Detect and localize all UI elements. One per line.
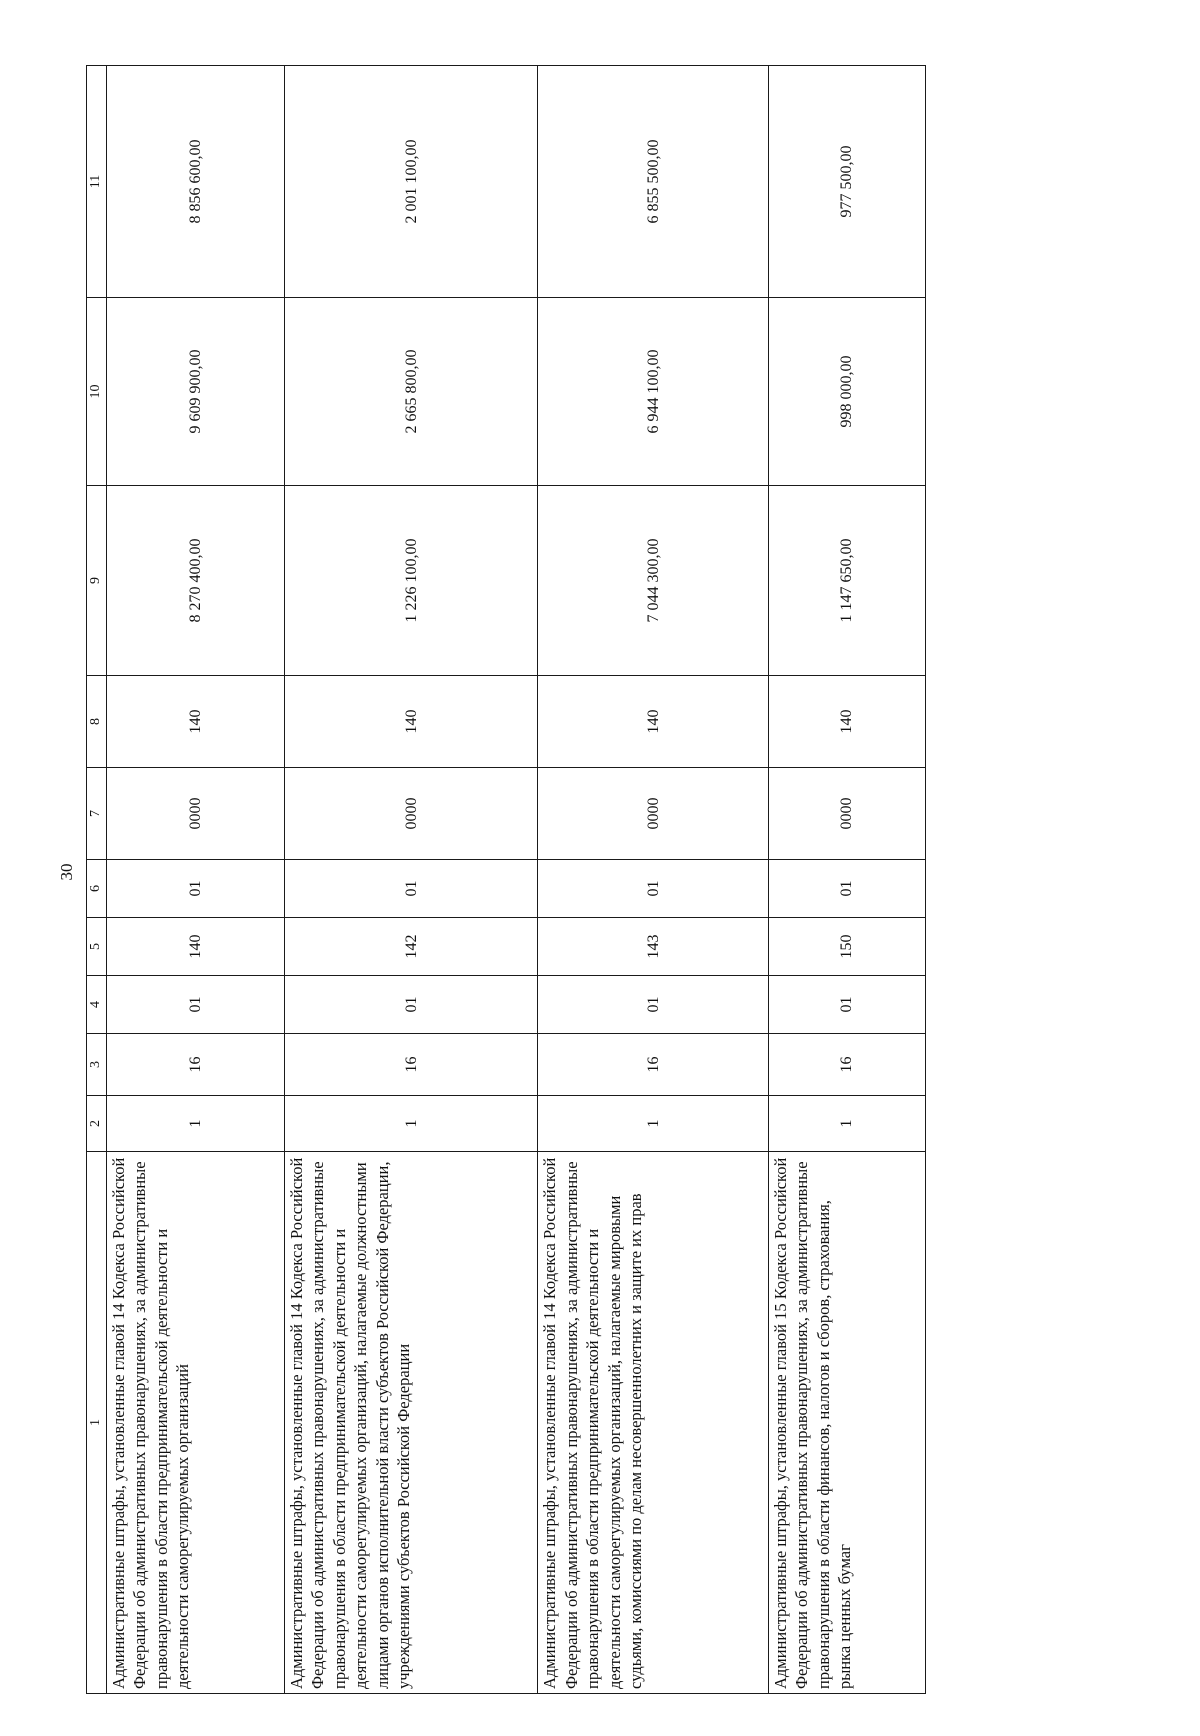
cell-col3: 16: [538, 1034, 768, 1096]
cell-col4: 01: [768, 976, 925, 1034]
table-row: [284, 66, 537, 1694]
cell-col2: 1: [768, 1096, 925, 1152]
table-row: [106, 66, 284, 1694]
cell-col7: 0000: [768, 768, 925, 860]
cell-col6: 01: [768, 860, 925, 918]
cell-col8: 140: [106, 676, 284, 768]
column-header: 6: [87, 860, 107, 918]
cell-col6: 01: [106, 860, 284, 918]
cell-col4: 01: [538, 976, 768, 1034]
cell-col10: 9 609 900,00: [106, 298, 284, 486]
cell-col11: 6 855 500,00: [538, 66, 768, 298]
column-header: 2: [87, 1096, 107, 1152]
cell-col9: 1 147 650,00: [768, 486, 925, 676]
column-header: 3: [87, 1034, 107, 1096]
cell-col10: 998 000,00: [768, 298, 925, 486]
cell-col7: 0000: [284, 768, 537, 860]
table-row: [538, 66, 768, 1694]
row-description: Административные штрафы, установленные главой 14 Кодекса Российской Федерации об административных правонарушениях, за административные правонарушения в области предпринимательской деятельности и деятельности саморегулируемых организаций, налагаемые мировыми судьями, комиссиями по делам несовершеннолетних и защите их прав: [538, 1152, 768, 1694]
cell-col2: 1: [106, 1096, 284, 1152]
cell-col9: 7 044 300,00: [538, 486, 768, 676]
table-row: [768, 66, 925, 1694]
cell-col5: 140: [106, 918, 284, 976]
cell-col2: 1: [284, 1096, 537, 1152]
cell-col9: 8 270 400,00: [106, 486, 284, 676]
column-header: 1: [87, 1152, 107, 1694]
row-description: Административные штрафы, установленные главой 15 Кодекса Российской Федерации об административных правонарушениях, за административные правонарушения в области финансов, налогов и сборов, страхования, рынка ценных бумаг: [768, 1152, 925, 1694]
cell-col8: 140: [768, 676, 925, 768]
cell-col8: 140: [538, 676, 768, 768]
column-header: 9: [87, 486, 107, 676]
cell-col11: 8 856 600,00: [106, 66, 284, 298]
budget-table: [86, 65, 926, 1694]
row-description: Административные штрафы, установленные главой 14 Кодекса Российской Федерации об административных правонарушениях, за административные правонарушения в области предпринимательской деятельности и деятельности саморегулируемых организаций, налагаемые должностными лицами органов исполнительной власти субъектов Российской Федерации, учреждениями субъектов Российской Федерации: [284, 1152, 537, 1694]
page-number: 30: [57, 863, 76, 881]
cell-col6: 01: [284, 860, 537, 918]
cell-col4: 01: [106, 976, 284, 1034]
cell-col3: 16: [106, 1034, 284, 1096]
cell-col9: 1 226 100,00: [284, 486, 537, 676]
cell-col11: 2 001 100,00: [284, 66, 537, 298]
cell-col10: 2 665 800,00: [284, 298, 537, 486]
cell-col8: 140: [284, 676, 537, 768]
cell-col7: 0000: [538, 768, 768, 860]
row-description: Административные штрафы, установленные главой 14 Кодекса Российской Федерации об административных правонарушениях, за административные правонарушения в области предпринимательской деятельности и деятельности саморегулируемых организаций: [106, 1152, 284, 1694]
cell-col4: 01: [284, 976, 537, 1034]
cell-col5: 142: [284, 918, 537, 976]
column-header: 10: [87, 298, 107, 486]
budget-table-landscape: [86, 66, 926, 1694]
column-header: 7: [87, 768, 107, 860]
rotated-table-container: [86, 66, 926, 1694]
column-header: 4: [87, 976, 107, 1034]
cell-col7: 0000: [106, 768, 284, 860]
cell-col11: 977 500,00: [768, 66, 925, 298]
column-header: 11: [87, 66, 107, 298]
cell-col6: 01: [538, 860, 768, 918]
cell-col3: 16: [284, 1034, 537, 1096]
cell-col5: 150: [768, 918, 925, 976]
column-header: 5: [87, 918, 107, 976]
cell-col3: 16: [768, 1034, 925, 1096]
cell-col2: 1: [538, 1096, 768, 1152]
cell-col10: 6 944 100,00: [538, 298, 768, 486]
column-header: 8: [87, 676, 107, 768]
cell-col5: 143: [538, 918, 768, 976]
column-number-row: [87, 66, 107, 1694]
